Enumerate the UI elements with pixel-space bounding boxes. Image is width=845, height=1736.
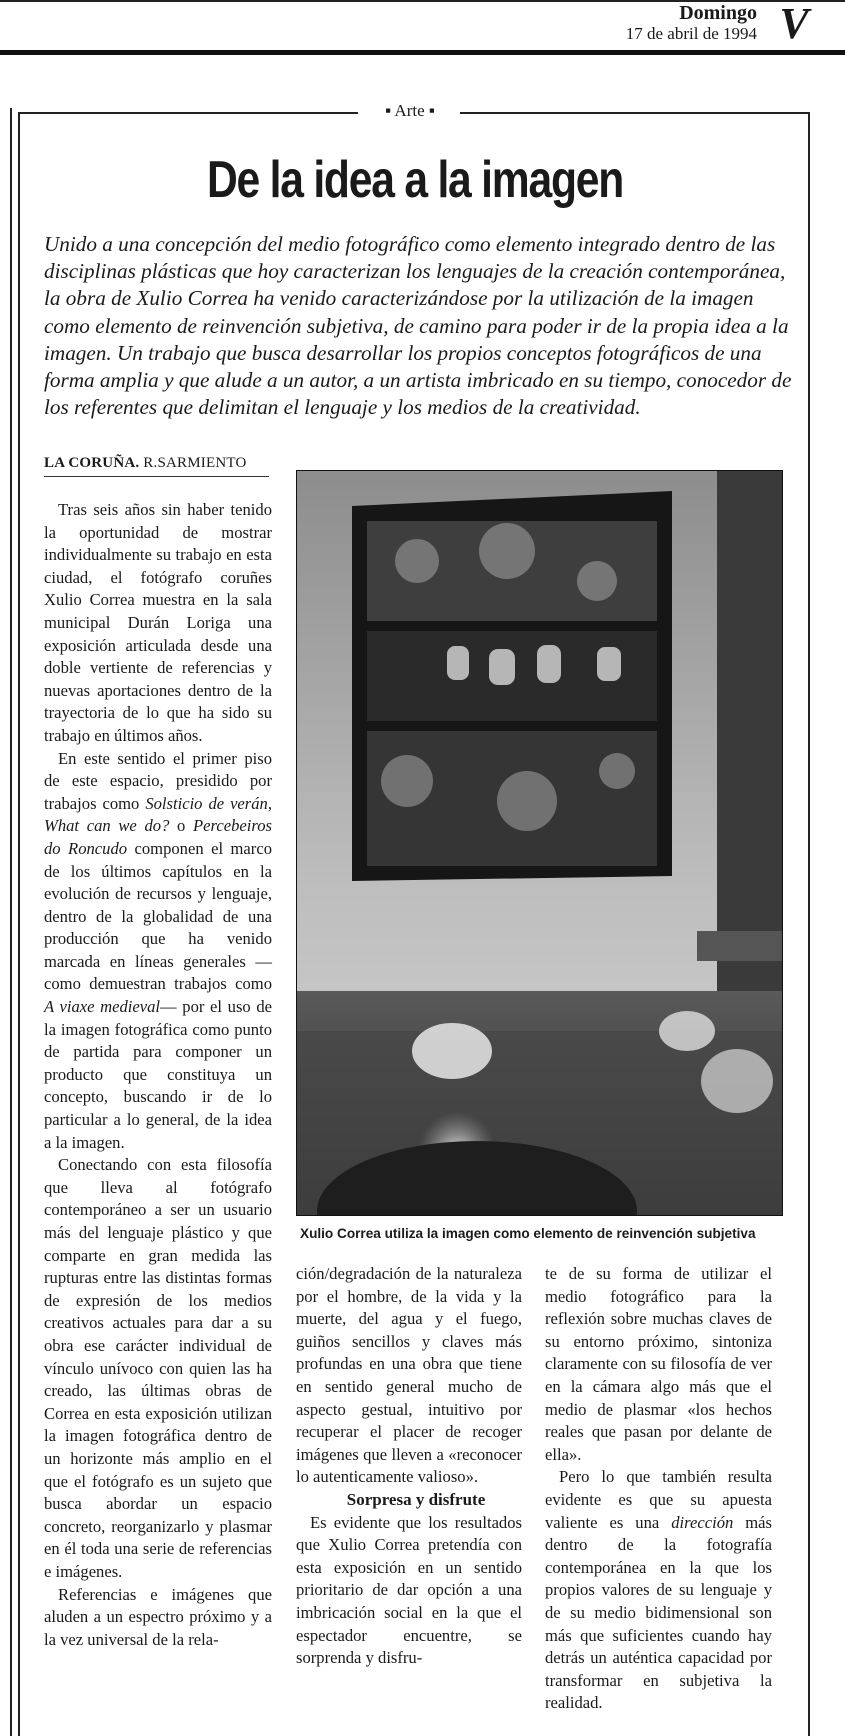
photo-caption: Xulio Correa utiliza la imagen como elemento de reinvención subjetiva	[300, 1226, 756, 1241]
work-title: A viaxe medieval	[44, 997, 161, 1017]
article-photo	[296, 470, 783, 1216]
photo-artwork	[297, 471, 782, 1215]
text-run: o	[169, 816, 194, 836]
paragraph: Tras seis años sin haber tenido la oportunidad de mostrar individualmente su trabajo en esta ciudad, el fotógrafo coruñes Xulio Correa muestra en la sala municipal Durán Loriga una exposición articulada desde una doble vertiente de referencias y nuevas aportaciones dentro de la trayectoria de lo que ha sido su trabajo en últimos años.	[44, 500, 272, 745]
headline: De la idea a la imagen	[206, 151, 624, 209]
emphasis: dirección	[671, 1512, 734, 1532]
paragraph: te de su forma de utilizar el medio fotográfico para la reflexión sobre muchas claves de su entorno próximo, sintoniza claramente con su filosofía de ver en la cámara algo más que el medio de plasmar «los hechos reales que pasan por delante de ella».	[545, 1264, 772, 1464]
outer-frame-line	[10, 108, 12, 1736]
text-run: componen el marco de los últimos capítulos en la evolución de recursos y lenguaje, dentro de la globalidad de una producción que ha venido marcada en líneas generales —como demuestran trabajos como	[44, 838, 272, 994]
article-frame-top-right	[460, 112, 810, 114]
text-run: Pero lo que también resulta evidente es que su apuesta valiente es una	[545, 1467, 772, 1532]
section-label: ▪ Arte ▪	[385, 101, 435, 120]
work-title: Solsticio de verán, What can we do?	[44, 793, 272, 836]
text-run: — por el uso de la imagen fotográfica como punto de partida para componer un producto que constituya un concepto, buscando ir de lo particular a lo general, de la idea a la imagen.	[44, 997, 273, 1152]
article-frame-left	[18, 112, 20, 1736]
byline	[44, 455, 246, 472]
text-run: En este sentido el primer piso de este espacio, presidido por trabajos como	[44, 748, 272, 813]
masthead-day: Domingo	[679, 2, 757, 24]
paragraph	[545, 1466, 772, 1715]
text-run: más dentro de la fotografía contemporánea en la que los propios valores de su lenguaje y de su medio bidimensional son más que suficientes cuando hay detrás un auténtica capacidad por transformar en subjetiva la realidad.	[545, 1512, 772, 1713]
masthead-date: 17 de abril de 1994	[625, 24, 757, 43]
column-1	[44, 499, 272, 1651]
paragraph: Conectando con esta filosofía que lleva al fotógrafo contemporáneo a ser un usuario más del lenguaje plástico y que comparte en gran medida las rupturas entre las distintas formas de expresión de los medios creativos actuales para dar a su obra ese carácter individual de vínculo unívoco con quien las ha creado, las últimas obras de Correa en esta exposición utilizan la imagen fotográfica dentro de un horizonte más amplio en el que el fotógrafo es un sujeto que busca abordar un espacio concreto, reorganizarlo y plasmar en él toda una serie de referencias e imágenes.	[44, 1155, 272, 1581]
article-frame-top-left	[18, 112, 358, 114]
subheading: Sorpresa y disfrute	[346, 1489, 486, 1509]
work-title: Percebeiros do Roncudo	[44, 816, 272, 858]
byline-author: R.SARMIENTO	[139, 455, 247, 471]
paragraph: Es evidente que los resultados que Xulio Correa pretendía con esta exposición en un sentido prioritario de dar opción a una imbricación social en la que el espectador encuentre, se sorprenda y disfru-	[296, 1512, 522, 1668]
byline-rule	[44, 476, 269, 477]
lede-paragraph: Unido a una concepción del medio fotográfico como elemento integrado dentro de las disciplinas plásticas que hoy caracterizan los lenguajes de la creación contemporánea, la obra de Xulio Correa ha venido caracterizándose por la utilización de la imagen como elemento de reinvención subjetiva, de camino para poder ir de la propia idea a la imagen. Un trabajo que busca desarrollar los propios conceptos fotográficos de una forma amplia y que alude a un autor, a un artista imbricado en su tiempo, conocedor de los referentes que delimitan el lenguaje y los medios de la creatividad.	[44, 232, 792, 420]
paragraph	[44, 748, 272, 1155]
newspaper-logo: V	[779, 0, 809, 48]
article-frame-right	[808, 112, 810, 1736]
masthead-rule	[0, 50, 845, 55]
paragraph: ción/degradación de la naturaleza por el hombre, de la vida y la muerte, del agua y el fuego, guiños sencillos y claves más profundas en una obra que tiene en sentido general mucho de aspecto gestual, intuitivo por recuperar el placer de recoger imágenes que lleven a «reconocer lo autenticamente valioso».	[296, 1264, 522, 1487]
column-3	[545, 1263, 772, 1715]
byline-place: LA CORUÑA.	[44, 455, 140, 471]
paragraph: Referencias e imágenes que aluden a un espectro próximo y a la vez universal de la rela-	[44, 1584, 272, 1649]
column-2	[296, 1263, 522, 1670]
